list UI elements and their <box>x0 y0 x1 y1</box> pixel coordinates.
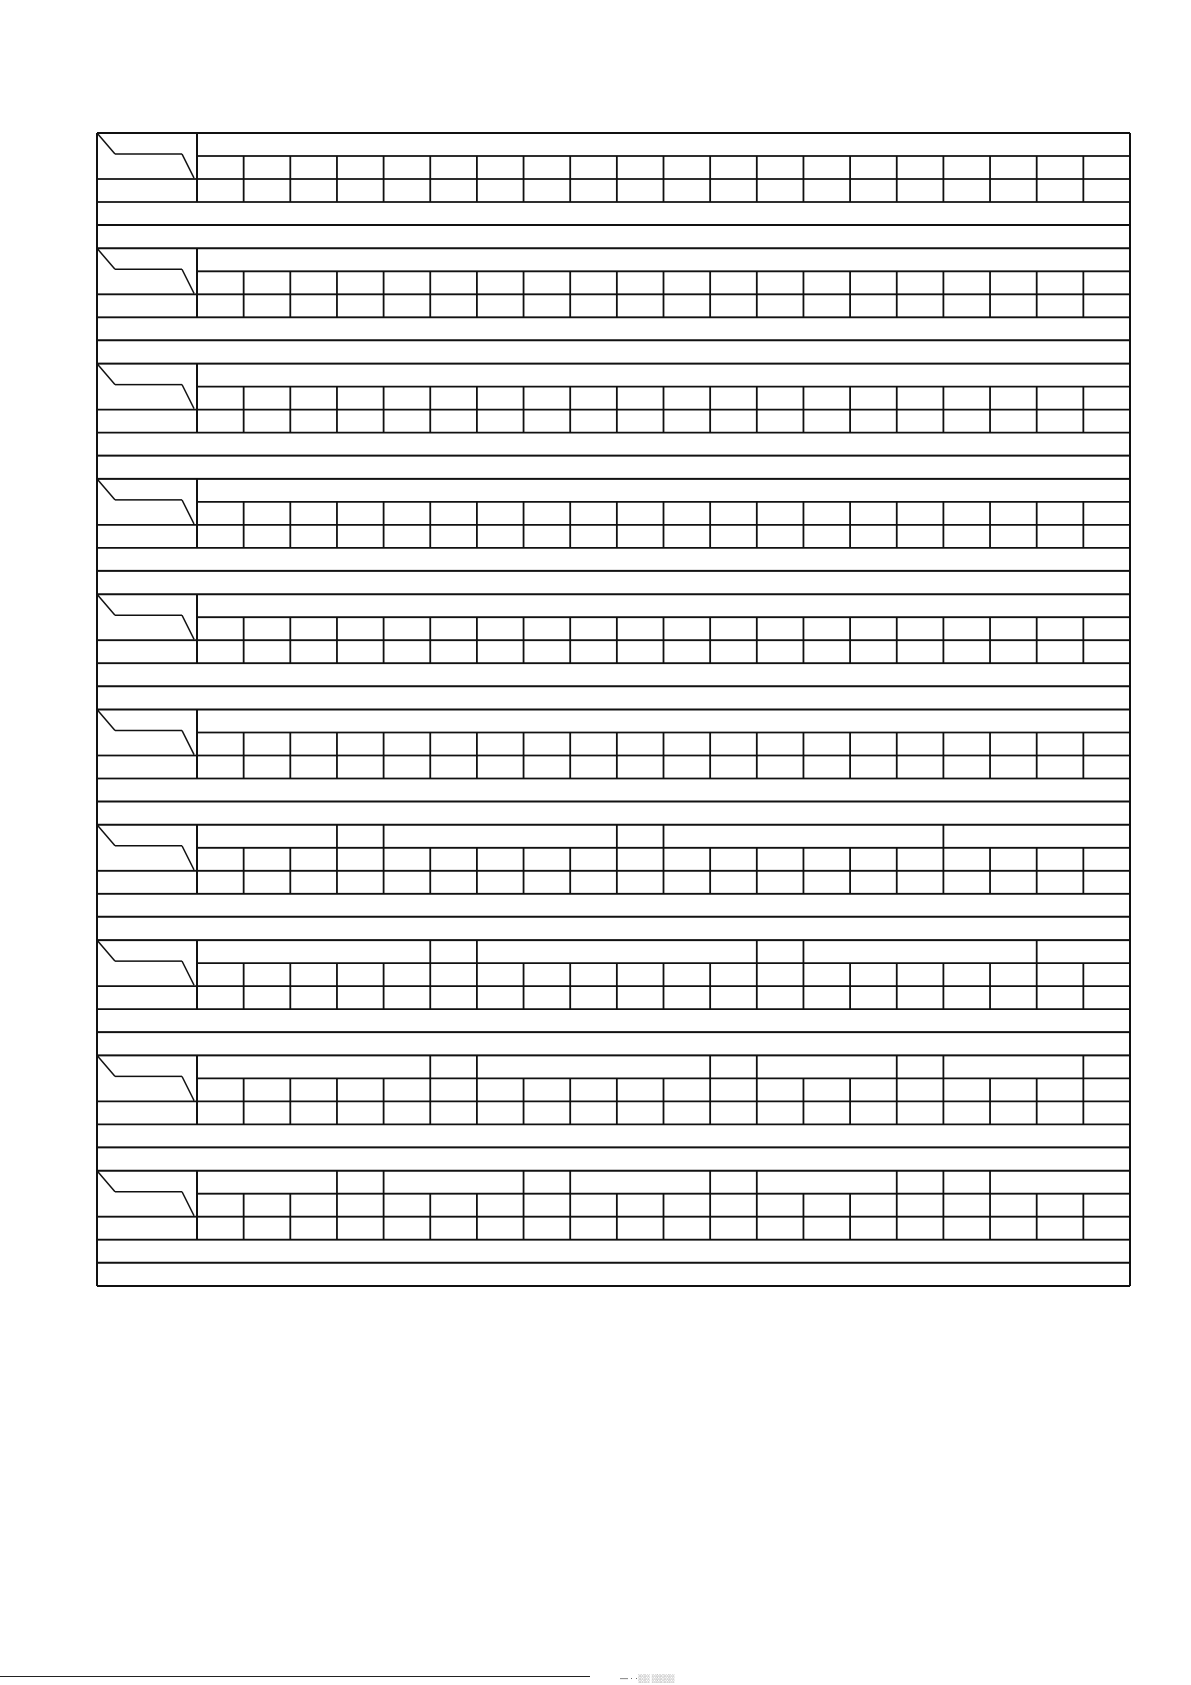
corner-diagonal <box>182 269 194 293</box>
corner-diagonal <box>182 1076 194 1100</box>
corner-diagonal <box>182 731 194 755</box>
corner-diagonal <box>97 479 115 500</box>
corner-diagonal <box>182 961 194 985</box>
corner-diagonal <box>97 248 115 269</box>
corner-diagonal <box>97 133 115 154</box>
corner-diagonal <box>182 154 194 178</box>
corner-diagonal <box>182 1192 194 1216</box>
corner-diagonal <box>97 594 115 615</box>
corner-diagonal <box>182 500 194 524</box>
corner-diagonal <box>182 385 194 409</box>
corner-diagonal <box>97 940 115 961</box>
corner-diagonal <box>182 615 194 639</box>
corner-diagonal <box>97 364 115 385</box>
footer-rule <box>0 1676 590 1677</box>
corner-diagonal <box>97 1171 115 1192</box>
footer-text: — · ·░░ ░░░░ <box>620 1674 675 1683</box>
corner-diagonal <box>97 1055 115 1076</box>
corner-diagonal <box>97 710 115 731</box>
corner-diagonal <box>97 825 115 846</box>
corner-diagonal <box>182 846 194 870</box>
